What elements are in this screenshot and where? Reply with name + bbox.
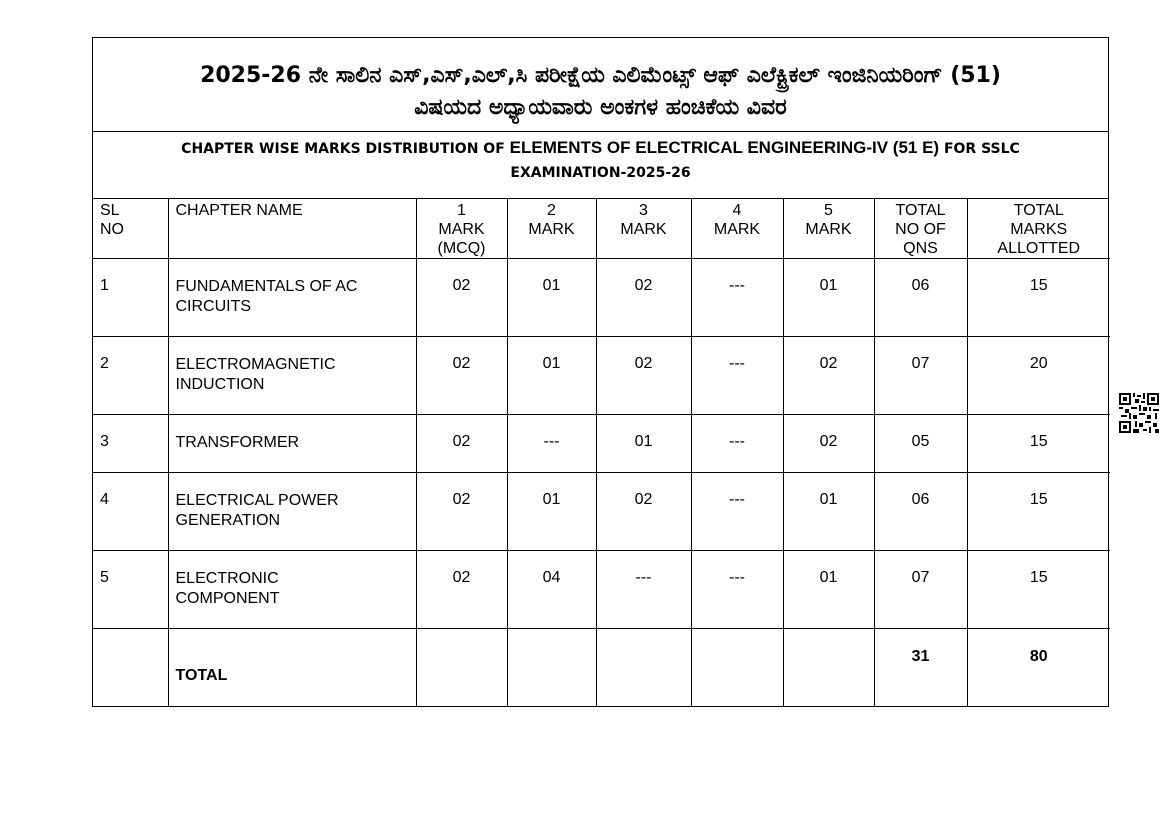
kannada-title: [93, 38, 1108, 132]
total-qns-cell: 06: [874, 473, 967, 551]
total-qns-cell: 05: [874, 415, 967, 473]
total-marks-cell: 20: [967, 337, 1110, 415]
chapter-name-cell: ELECTROMAGNETIC INDUCTION: [168, 337, 416, 415]
grand-total-marks: 80: [1029, 648, 1048, 665]
marks-distribution-sheet: [92, 37, 1109, 707]
header-4-mark: 4 MARK: [691, 199, 783, 259]
mark-5-cell: 02: [783, 337, 874, 415]
chapter-name-cell: ELECTRONIC COMPONENT: [168, 551, 416, 629]
mark-2-cell: 01: [507, 259, 596, 337]
total-label: TOTAL: [168, 629, 416, 706]
sl-cell: 5: [93, 551, 168, 629]
header-3-mark: 3 MARK: [596, 199, 691, 259]
english-title-subject: ELEMENTS OF ELECTRICAL ENGINEERING-IV (51 E): [509, 138, 940, 157]
mark-1-cell: 02: [416, 337, 507, 415]
chapter-name-cell: TRANSFORMER: [168, 415, 416, 473]
mark-2-cell: ---: [507, 415, 596, 473]
mark-4-cell: ---: [691, 337, 783, 415]
header-sl: SL NO: [93, 199, 168, 259]
header-total-marks: TOTAL MARKS ALLOTTED: [967, 199, 1110, 259]
table-row: [93, 415, 1110, 473]
mark-3-cell: 02: [596, 337, 691, 415]
mark-5-cell: 01: [783, 473, 874, 551]
mark-5-cell: 02: [783, 415, 874, 473]
total-marks-cell: 15: [967, 259, 1110, 337]
total-sl-cell: [93, 629, 168, 706]
header-chapter-name: CHAPTER NAME: [168, 199, 416, 259]
english-title-suffix: FOR SSLC: [939, 141, 1020, 157]
header-2-mark: 2 MARK: [507, 199, 596, 259]
mark-1-cell: 02: [416, 473, 507, 551]
marks-table: [93, 199, 1110, 706]
grand-total-qns: 31: [874, 629, 967, 706]
qr-code-icon: [1119, 393, 1159, 433]
total-qns-cell: 06: [874, 259, 967, 337]
mark-1-cell: 02: [416, 415, 507, 473]
total-marks-cell: 15: [967, 415, 1110, 473]
mark-4-cell: ---: [691, 259, 783, 337]
total-qns-cell: 07: [874, 551, 967, 629]
sl-cell: 4: [93, 473, 168, 551]
total-mark-2-cell: [507, 629, 596, 706]
english-title-line1: [93, 136, 1108, 161]
mark-1-cell: 02: [416, 551, 507, 629]
table-row: [93, 259, 1110, 337]
total-marks-cell: 15: [967, 473, 1110, 551]
mark-3-cell: 02: [596, 473, 691, 551]
header-1-mark: 1 MARK (MCQ): [416, 199, 507, 259]
sl-cell: 2: [93, 337, 168, 415]
sl-cell: 1: [93, 259, 168, 337]
table-row: [93, 337, 1110, 415]
header-row: [93, 199, 1110, 259]
total-mark-4-cell: [691, 629, 783, 706]
sl-cell: 3: [93, 415, 168, 473]
english-title: [93, 132, 1108, 199]
table-row: [93, 551, 1110, 629]
mark-3-cell: 02: [596, 259, 691, 337]
mark-4-cell: ---: [691, 551, 783, 629]
chapter-name-cell: FUNDAMENTALS OF AC CIRCUITS: [168, 259, 416, 337]
total-marks-cell: 15: [967, 551, 1110, 629]
mark-3-cell: 01: [596, 415, 691, 473]
english-title-line2: EXAMINATION-2025-26: [510, 165, 691, 181]
mark-2-cell: 01: [507, 337, 596, 415]
total-row: [93, 629, 1110, 706]
mark-5-cell: 01: [783, 551, 874, 629]
total-qns-cell: 07: [874, 337, 967, 415]
mark-3-cell: ---: [596, 551, 691, 629]
mark-4-cell: ---: [691, 473, 783, 551]
total-mark-3-cell: [596, 629, 691, 706]
table-row: [93, 473, 1110, 551]
mark-4-cell: ---: [691, 415, 783, 473]
mark-2-cell: 01: [507, 473, 596, 551]
total-mark-5-cell: [783, 629, 874, 706]
mark-2-cell: 04: [507, 551, 596, 629]
english-title-prefix: CHAPTER WISE MARKS DISTRIBUTION OF: [181, 141, 510, 157]
mark-1-cell: 02: [416, 259, 507, 337]
chapter-name-cell: ELECTRICAL POWER GENERATION: [168, 473, 416, 551]
kannada-title-line1: 2025-26 ನೇ ಸಾಲಿನ ಎಸ್,ಎಸ್,ಎಲ್,ಸಿ ಪರೀಕ್ಷೆಯ ಎಲಿಮೆಂಟ್ಸ್ ಆಫ್ ಎಲೆಕ್ಟ್ರಿಕಲ್ ಇಂಜಿನಿಯರಿಂಗ್ (51): [200, 63, 1001, 88]
header-5-mark: 5 MARK: [783, 199, 874, 259]
header-total-qns: TOTAL NO OF QNS: [874, 199, 967, 259]
total-mark-1-cell: [416, 629, 507, 706]
kannada-title-line2: ವಿಷಯದ ಅಧ್ಯಾಯವಾರು ಅಂಕಗಳ ಹಂಚಿಕೆಯ ವಿವರ: [414, 95, 787, 120]
mark-5-cell: 01: [783, 259, 874, 337]
